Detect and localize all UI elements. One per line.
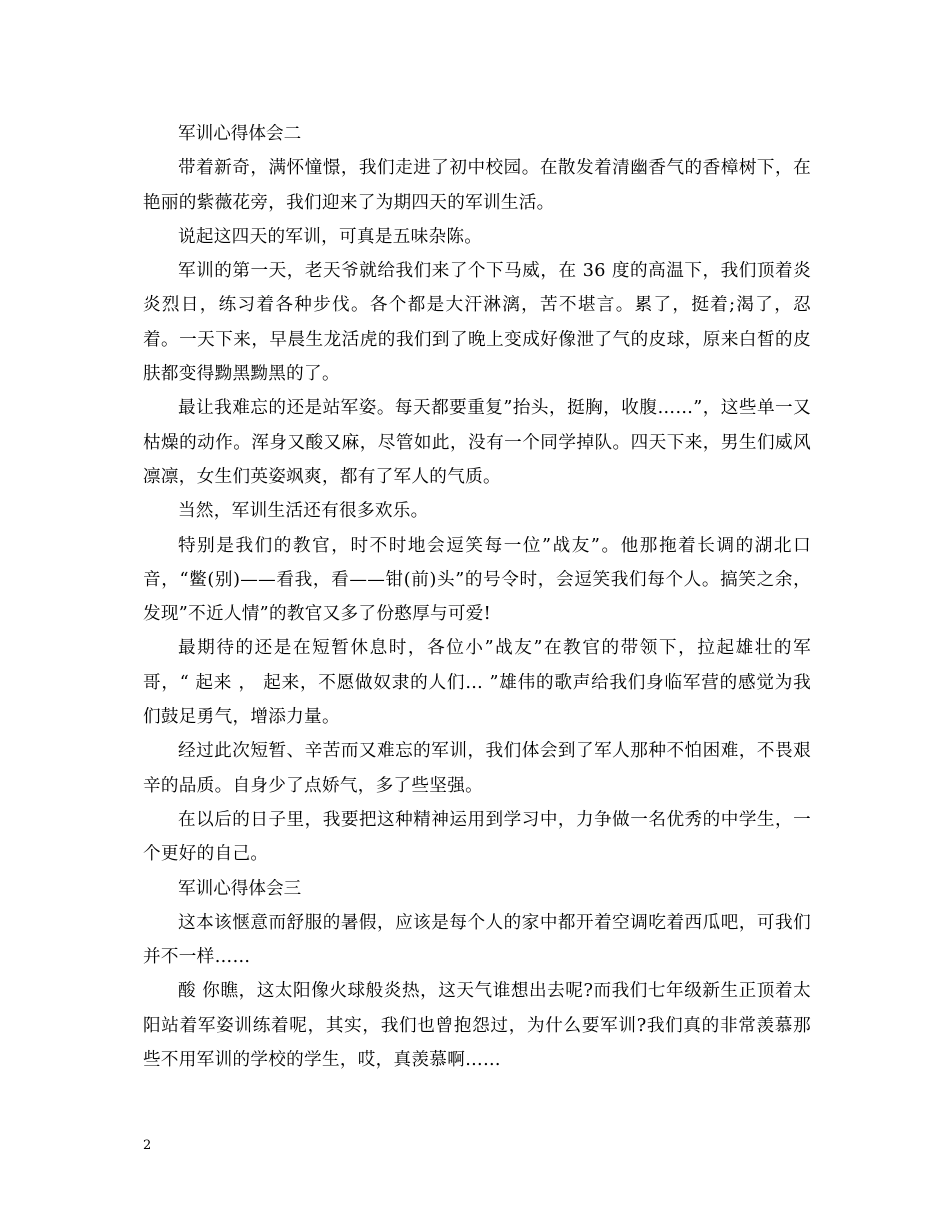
paragraph: 这本该惬意而舒服的暑假，应该是每个人的家中都开着空调吃着西瓜吧，可我们并不一样……: [143, 912, 811, 968]
document-body: [143, 117, 811, 1077]
paragraph: 说起这四天的军训，可真是五味杂陈。: [178, 226, 483, 247]
paragraph: 经过此次短暂、辛苦而又难忘的军训，我们体会到了军人那种不怕困难，不畏艰辛的品质。自身少了点娇气，多了些坚强。: [143, 741, 811, 796]
paragraph: 带着新奇，满怀憧憬，我们走进了初中校园。在散发着清幽香气的香樟树下，在艳丽的紫薇花旁，我们迎来了为期四天的军训生活。: [143, 158, 811, 213]
page-number: 2: [143, 1138, 152, 1153]
paragraph: 最期待的还是在短暂休息时，各位小”战友”在教官的带领下，拉起雄壮的军哥，“ 起来 ， 起来，不愿做奴隶的人们… ”雄伟的歌声给我们身临军营的感觉为我们鼓足勇气，增添力量。: [143, 638, 811, 728]
paragraph: 最让我难忘的还是站军姿。每天都要重复”抬头，挺胸，收腹……”，这些单一又枯燥的动作。浑身又酸又麻，尽管如此，没有一个同学掉队。四天下来，男生们威风凛凛，女生们英姿飒爽，都有了军人的气质。: [143, 398, 811, 487]
paragraph: 当然，军训生活还有很多欢乐。: [178, 501, 429, 522]
paragraph: 在以后的日子里，我要把这种精神运用到学习中，力争做一名优秀的中学生，一个更好的自己。: [143, 809, 811, 865]
section-heading: 军训心得体会二: [178, 124, 302, 144]
section-heading: 军训心得体会三: [178, 878, 302, 899]
paragraph: 军训的第一天，老天爷就给我们来了个下马威，在 36 度的高温下，我们顶着炎炎烈日，练习着各种步伐。各个都是大汗淋漓，苦不堪言。累了，挺着;渴了，忍着。一天下来，早晨生龙活虎的我们到了晚上变成好像泄了气的皮球，原来白皙的皮肤都变得黝黑黝黑的了。: [143, 261, 811, 385]
paragraph: 特别是我们的教官，时不时地会逗笑每一位”战友”。他那拖着长调的湖北口音，“鳖(别)——看我，看——钳(前)头”的号令时，会逗笑我们每个人。搞笑之余，发现”不近人情”的教官又多了份憨厚与可爱!: [143, 535, 811, 625]
paragraph: 酸 你瞧，这太阳像火球般炎热，这天气谁想出去呢?而我们七年级新生正顶着太阳站着军姿训练着呢，其实，我们也曾抱怨过，为什么要军训?我们真的非常羡慕那些不用军训的学校的学生，哎，真羡慕啊……: [143, 981, 811, 1071]
